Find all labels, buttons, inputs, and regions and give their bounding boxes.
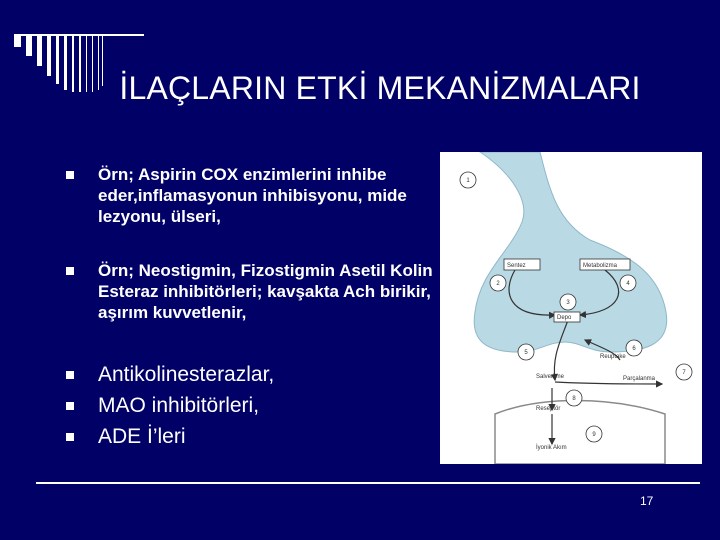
bullet-item bbox=[60, 260, 440, 323]
bullet-item bbox=[60, 164, 440, 227]
step-number: 9 bbox=[592, 432, 596, 438]
square-bullet-icon bbox=[66, 171, 74, 179]
step-number: 7 bbox=[682, 370, 686, 376]
step-number: 4 bbox=[626, 281, 630, 287]
bullet-text: Örn; Aspirin COX enzimlerini inhibe eder,inflamasyonun inhibisyonu, mide lezyonu, ülseri, bbox=[98, 165, 407, 226]
step-number: 2 bbox=[496, 281, 500, 287]
label-salverilme: Salverilme bbox=[536, 374, 565, 380]
bullet-item bbox=[60, 362, 440, 388]
label-depo: Depo bbox=[557, 315, 572, 321]
step-number: 8 bbox=[572, 396, 576, 402]
step-number: 6 bbox=[632, 346, 636, 352]
label-iyonik-akim: İyonik Akım bbox=[536, 445, 567, 451]
label-parcalanma: Parçalanma bbox=[623, 376, 656, 382]
footer-divider bbox=[36, 482, 700, 484]
bullet-text: ADE İ’leri bbox=[98, 425, 186, 448]
square-bullet-icon bbox=[66, 371, 74, 379]
label-reseptor: Reseptör bbox=[536, 406, 561, 412]
bullet-item bbox=[60, 393, 440, 419]
square-bullet-icon bbox=[66, 402, 74, 410]
synapse-diagram bbox=[440, 152, 702, 464]
square-bullet-icon bbox=[66, 267, 74, 275]
bullet-text: Örn; Neostigmin, Fizostigmin Asetil Kolin Esteraz inhibitörleri; kavşakta Ach birikir, aşırım kuvvetlenir, bbox=[98, 261, 433, 322]
slide-title: İLAÇLARIN ETKİ MEKANİZMALARI bbox=[119, 70, 641, 106]
label-metabolizma: Metabolizma bbox=[583, 263, 618, 269]
synapse-diagram-svg bbox=[440, 152, 702, 464]
label-sentez: Sentez bbox=[507, 263, 526, 269]
page-number: 17 bbox=[640, 494, 654, 508]
bullet-text: MAO inhibitörleri, bbox=[98, 394, 260, 417]
step-number: 1 bbox=[466, 178, 470, 184]
bullet-text: Antikolinesterazlar, bbox=[98, 363, 275, 386]
step-number: 5 bbox=[524, 350, 528, 356]
square-bullet-icon bbox=[66, 433, 74, 441]
step-number: 3 bbox=[566, 300, 570, 306]
label-reuptake: Reuptake bbox=[600, 354, 626, 360]
postsynaptic-membrane bbox=[495, 401, 665, 465]
bullet-item bbox=[60, 424, 440, 450]
